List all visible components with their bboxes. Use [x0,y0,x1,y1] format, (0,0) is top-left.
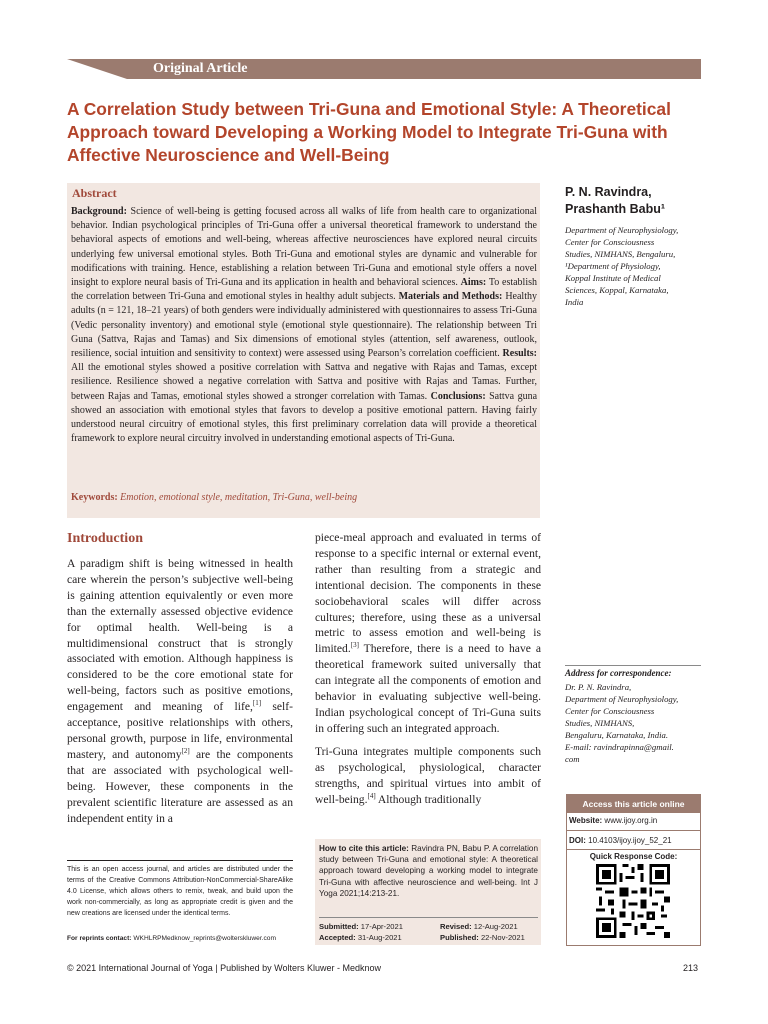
affiliation-line: Center for Consciousness [565,237,655,247]
accepted-value: 31-Aug-2021 [355,933,402,942]
page-number: 213 [683,963,699,973]
affiliation-line: ¹Department of Physiology, [565,261,661,271]
divider [567,849,700,850]
published-date [440,933,525,942]
paragraph [315,530,541,737]
citation-rule [319,917,538,918]
introduction-column-2 [315,530,541,814]
citation-ref[interactable]: [1] [252,699,262,708]
paragraph-text: are the components that are associated with psychological well-being. However, these components in the prevalent scientific literature are assessed as an independent entity in a [67,747,293,825]
citation-ref[interactable]: [2] [181,747,190,756]
paragraph-text: self-acceptance, positive relationships with others, personal growth, purpose in life, environmental mastery, and autonomy [67,700,294,761]
accepted-label: Accepted: [319,933,356,942]
revised-label: Revised: [440,922,472,931]
correspondence-rule [565,665,701,666]
correspondence-line: Studies, NIMHANS, [565,718,635,728]
website[interactable] [569,816,657,825]
keywords-label: Keywords: [71,492,118,503]
license-note: This is an open access journal, and articles are distributed under the terms of the Creative Commons Attribution-NonCommercial-ShareAlike 4.0 License, which allows others to remix, tweak, and build upon the work non-commercially, as long as appropriate credit is given and the new creations are licensed under the identical terms. [67,866,293,917]
paragraph [315,744,541,808]
author-line-2: Prashanth Babu¹ [565,202,666,216]
citation-ref[interactable]: [3] [350,641,359,650]
divider [567,830,700,831]
background-text: Science of well-being is getting focused across all walks of life from health care to organizational behavior. Indian psychological principles of Tri-Guna offer a universal theoretical framework to understand the behavioral aspects of emotions and well-being, whereas affective neurosciences have explored neural circuits underlying few universal emotional styles. Both Tri-Guna and emotional styles are dynamic and vulnerable for modifications with training. Hence, establishing a relation between Tri-Guna and emotional style offers a novel insight to explore neural basis of Tri-Guna and its application in health and behavioral sciences. [71,206,537,289]
paragraph-text: piece-meal approach and evaluated in terms of response to a specific internal or external event, rather than resulting from a strategic and intentional decision. The components in these sociobehavioral scales will differ across cultures; therefore, using these as a universal metric to assess emotion and well-being is limited. [315,531,541,656]
revised-date [440,922,518,931]
affiliation [565,224,715,308]
citation-ref[interactable]: [4] [367,791,376,800]
correspondence-line: Center for Consciousness [565,706,655,716]
reprints-contact [67,935,276,942]
abstract-body [71,205,537,446]
conclusions-text: Sattva guna showed an association with emotional styles that favors to develop a positive emotional pattern. Having fairly understood neural circuitry of emotional styles, this first preliminary correlation data will provide a theoretical framework to explore neural circuitry involved in understanding emotional aspects of Tri-Guna. [71,390,538,445]
methods-label: Materials and Methods: [398,291,503,303]
paragraph-text: A paradigm shift is being witnessed in health care wherein the person’s subjective well-being is gaining attention equivalently or even more than the externally assessed objective evidence for optimal health. Well-being is a multidimensional construct that is strongly associated with emotion. Although happiness is considered to be the core emotional state for well-being, factors such as positive emotions, engagement and meaning of life, [67,557,293,714]
website-link[interactable]: www.ijoy.org.in [602,816,658,825]
submitted-date [319,922,403,931]
citation-body: Ravindra PN, Babu P. A correlation study between Tri-Guna and emotional style: A theoretical approach toward developing a working model to integrate Tri-Guna with affective neuroscience and well-being. Int J Yoga 2021;14:213-21. [319,844,538,898]
doi-link[interactable]: 10.4103/ijoy.ijoy_52_21 [585,836,672,845]
paragraph-text: Therefore, there is a need to have a theoretical framework suited universally that can integrate all the components of emotion and behavior in evaluating subjective well-being. Indian psychological concept of Tri-Guna suits in offering such an integrated approach. [315,642,541,735]
published-value: 22-Nov-2021 [478,933,525,942]
keywords [71,492,537,503]
correspondence-line: Bengaluru, Karnataka, India. [565,730,669,740]
submitted-label: Submitted: [319,922,359,931]
background-label: Background: [71,206,127,217]
correspondence-email-cont[interactable]: com [565,754,580,764]
page-footer: © 2021 International Journal of Yoga | Published by Wolters Kluwer - Medknow [67,963,381,973]
authors [565,184,745,218]
results-label: Results: [502,348,537,360]
introduction-column-1 [67,556,293,826]
introduction-heading: Introduction [67,531,143,546]
submitted-value: 17-Apr-2021 [358,922,403,931]
correspondence-email[interactable]: E-mail: ravindrapinna@gmail. [565,742,674,752]
correspondence-line: Department of Neurophysiology, [565,694,679,704]
reprints-email[interactable]: WKHLRPMedknow_reprints@wolterskluwer.com [131,935,276,942]
author-line-1: P. N. Ravindra, [565,185,652,199]
accepted-date [319,933,402,942]
results-text: All the emotional styles showed a positive correlation with Sattva and negative with Rajas and Tamas, except resilience. Resilience showed a negative correlation with Sattva and positive with Rajas and Tamas. Further, between Rajas and Tamas, emotional styles showed a stronger correlation with Tamas. [71,362,537,402]
aims-label: Aims: [460,277,487,289]
qr-code-icon[interactable] [596,864,670,938]
qr-label: Quick Response Code: [589,852,678,861]
published-label: Published: [440,933,479,942]
website-label: Website: [569,816,603,825]
keywords-text: Emotion, emotional style, meditation, Tri-Guna, well-being [117,492,358,503]
revised-value: 12-Aug-2021 [471,922,518,931]
affiliation-line: Koppal Institute of Medical [565,273,661,283]
affiliation-line: India [565,297,584,307]
doi-label: DOI: [569,836,586,845]
paragraph-text: Tri-Guna integrates multiple components such as psychological, physiological, character strengths, and spiritual virtues into ambit of well-being. [315,744,541,806]
paragraph-text: Although traditionally [375,792,482,806]
footnote-rule [67,860,293,861]
abstract-heading: Abstract [72,186,117,200]
correspondence-line: Dr. P. N. Ravindra, [565,682,632,692]
affiliation-line: Studies, NIMHANS, Bengaluru, [565,249,676,259]
conclusions-label: Conclusions: [430,390,486,402]
article-title: A Correlation Study between Tri-Guna and Emotional Style: A Theoretical Approach toward Developing a Working Model to Integrate Tri-Guna with Affective Neuroscience and Well-Being [67,99,671,165]
doi[interactable] [569,836,672,845]
access-heading: Access this article online [567,795,700,813]
citation-text [319,843,538,899]
methods-text: Healthy adults (n = 121, 18–21 years) of both genders were individually administered with questionnaires to assess Tri-Guna (Vedic personality inventory) and emotional style (emotional style questionnaire). The relationship between Tri Guna (Sattva, Rajas and Tamas) and Six dimensions of emotional styles (attention, self awareness, outlook, resilience, social intuition and sensitivity to context) were assessed using Pearson’s correlation coefficient. [71,291,537,360]
affiliation-line: Sciences, Koppal, Karnataka, [565,285,669,295]
correspondence-heading: Address for correspondence: [565,668,672,678]
citation-label: How to cite this article: [319,844,409,853]
aims-text: To establish the correlation between Tri-Guna and emotional styles in healthy adult subjects. [71,277,538,303]
correspondence-address [565,681,715,765]
affiliation-line: Department of Neurophysiology, [565,225,679,235]
section-label: Original Article [153,61,248,76]
reprints-label: For reprints contact: [67,935,132,942]
